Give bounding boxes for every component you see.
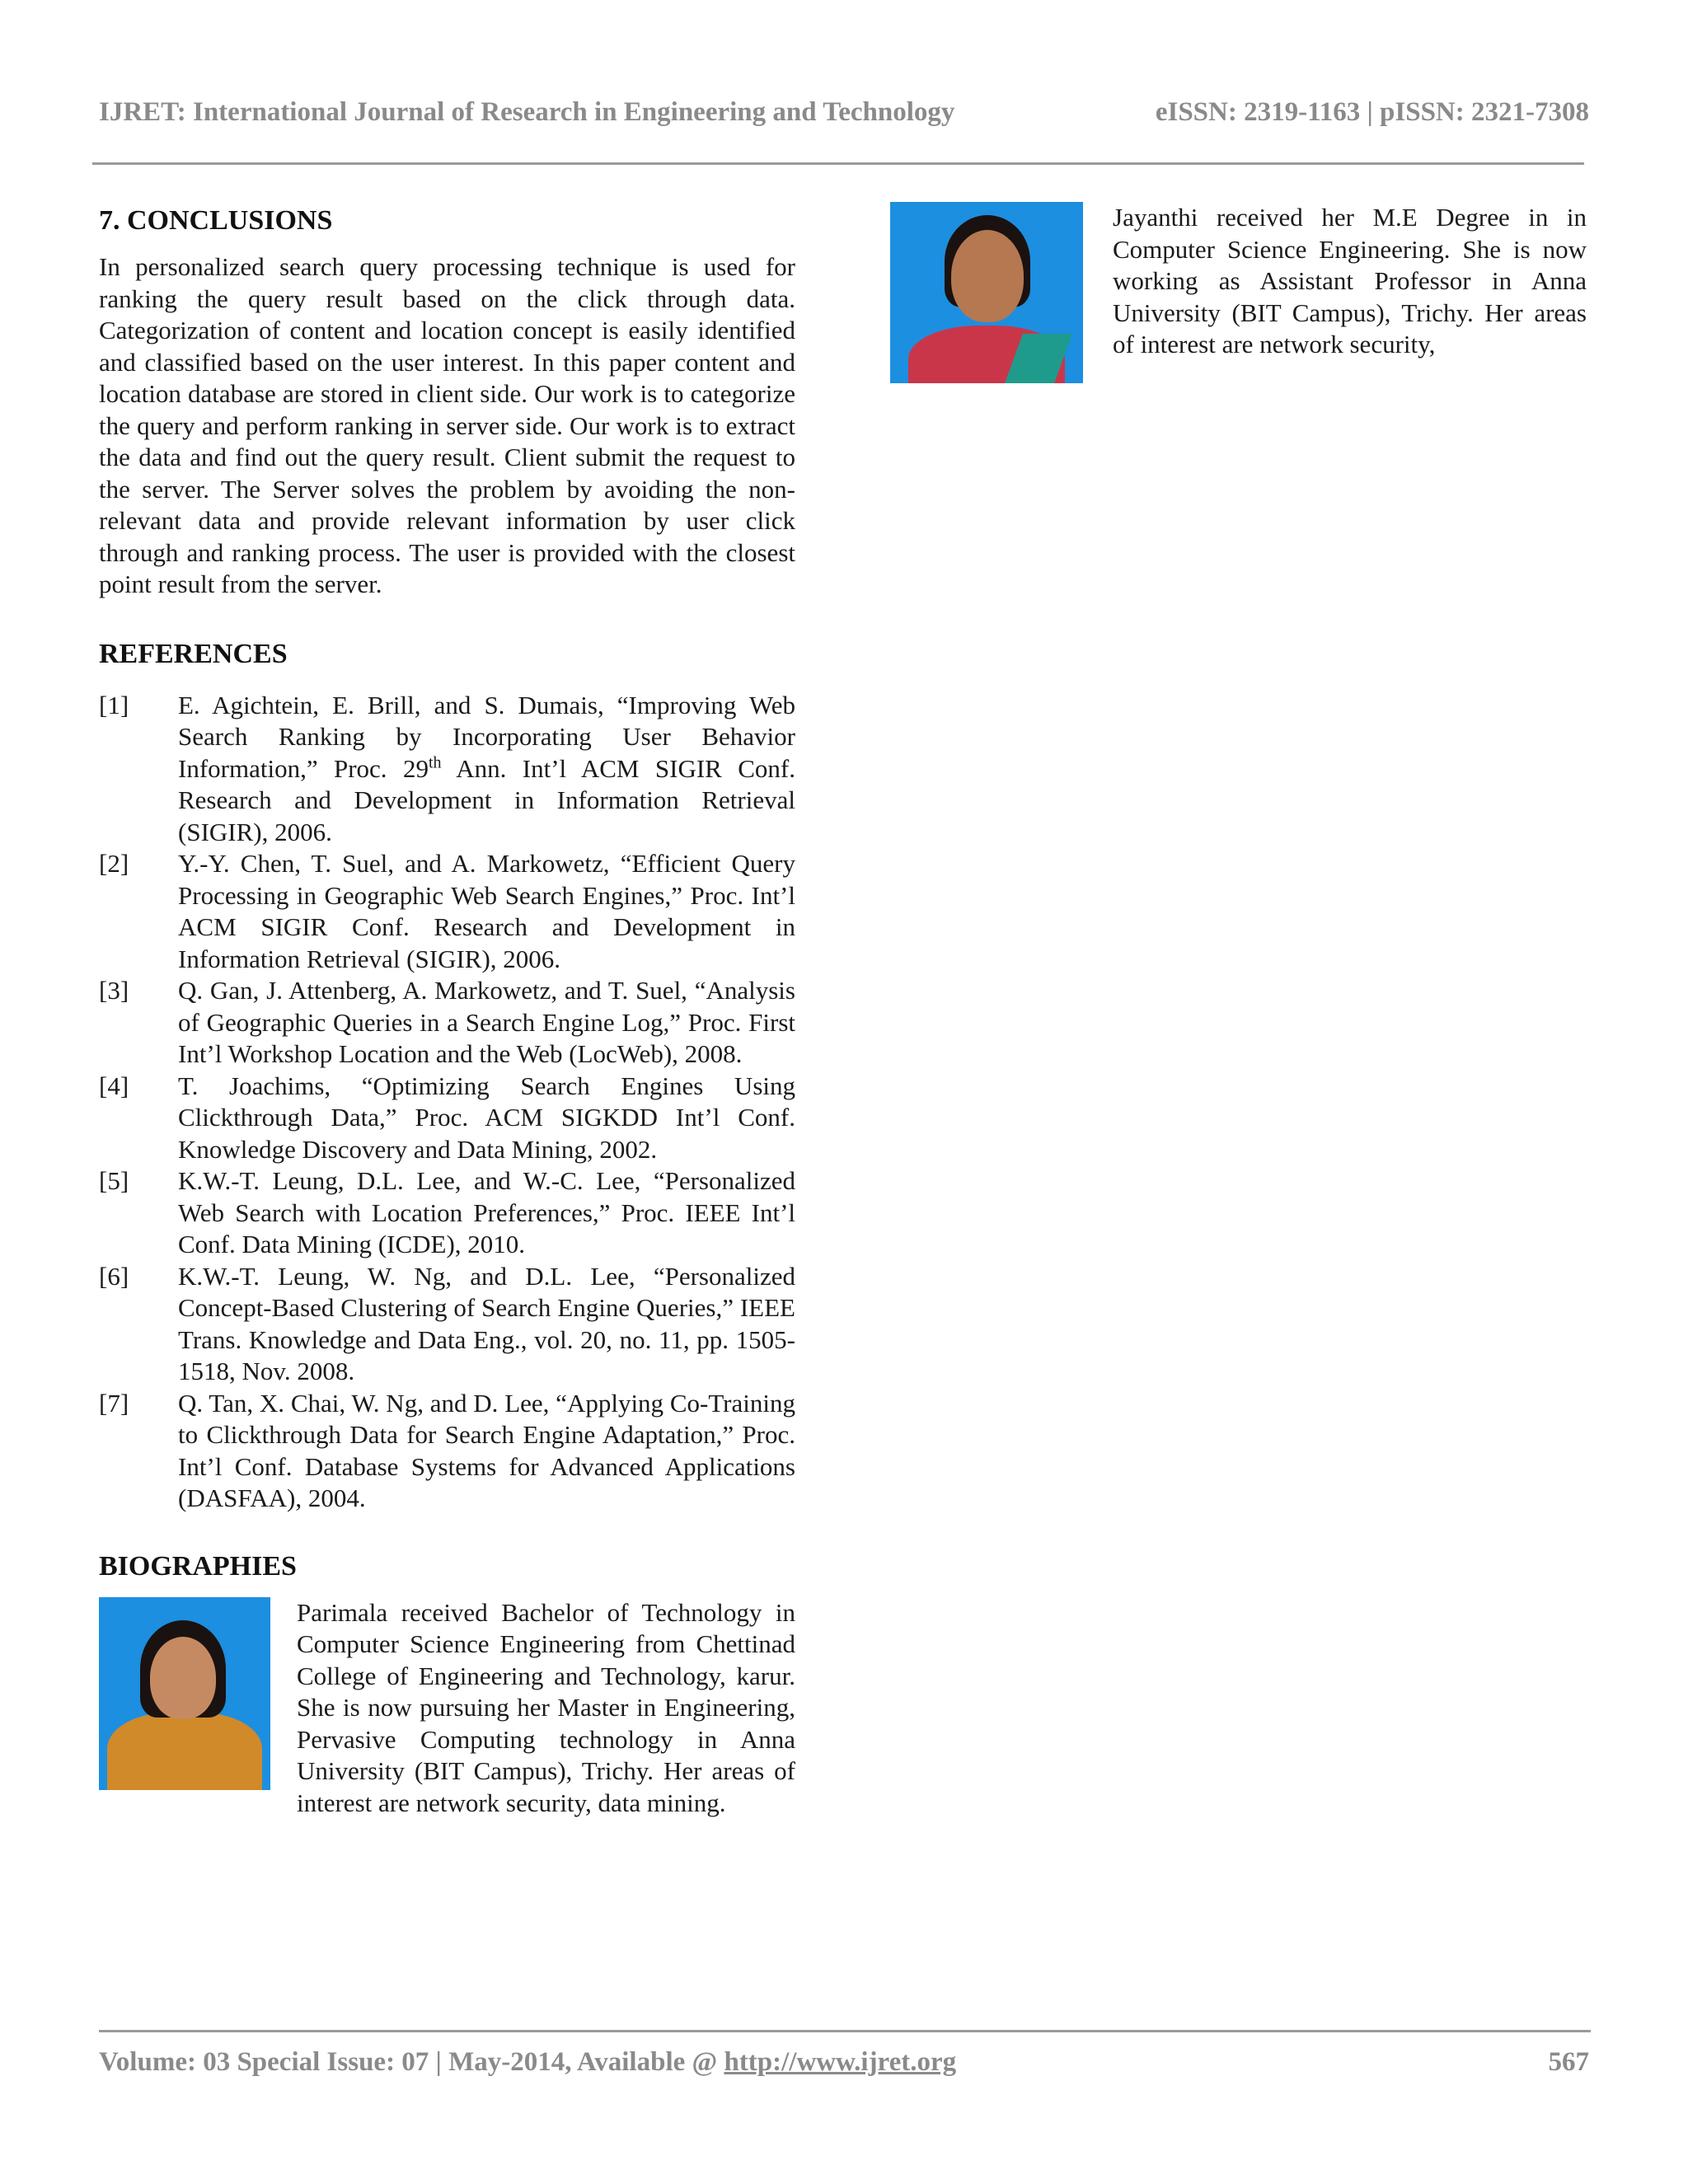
reference-text: Q. Gan, J. Attenberg, A. Markowetz, and T. Suel, “Analysis of Geographic Queries in a Search Engine Log,” Proc. First Int’l Workshop Location and the Web (LocWeb), 2008. (178, 976, 795, 1068)
reference-text: T. Joachims, “Optimizing Search Engines Using Clickthrough Data,” Proc. ACM SIGKDD Int’l Conf. Knowledge Discovery and Data Mining, 2002. (178, 1071, 795, 1164)
photo-face (150, 1637, 216, 1719)
journal-link[interactable]: http://www.ijret.org (724, 2047, 957, 2077)
reference-text: K.W.-T. Leung, D.L. Lee, and W.-C. Lee, “Personalized Web Search with Location Preferences,” Proc. IEEE Int’l Conf. Data Mining (ICDE), 2010. (178, 1166, 795, 1258)
reference-list (99, 690, 795, 1515)
reference-item (99, 1165, 795, 1261)
reference-item (99, 975, 795, 1071)
reference-text: Y.-Y. Chen, T. Suel, and A. Markowetz, “Efficient Query Processing in Geographic Web Search Engines,” Proc. Int’l ACM SIGIR Conf. Research and Development in Information Retrieval (SIGIR), 2006. (178, 849, 795, 973)
page-header (99, 97, 1589, 138)
reference-number: [4] (99, 1071, 129, 1100)
reference-text: Q. Tan, X. Chai, W. Ng, and D. Lee, “Applying Co-Training to Clickthrough Data for Search Engine Adaptation,” Proc. Int’l Conf. Database Systems for Advanced Applications (DASFAA), 2004. (178, 1388, 795, 1512)
reference-item (99, 848, 795, 975)
reference-item (99, 1261, 795, 1388)
photo-clothing (107, 1713, 262, 1790)
jayanthi-biography (890, 202, 1587, 361)
footer-volume: Volume: 03 Special Issue: 07 | May-2014, Available @ http://www.ijret.org (99, 2047, 957, 2077)
biographies-heading: BIOGRAPHIES (99, 1550, 297, 1582)
left-column (99, 202, 795, 1819)
journal-title: IJRET: International Journal of Research in Engineering and Technology (99, 97, 955, 127)
reference-number: [1] (99, 690, 129, 719)
reference-text: E. Agichtein, E. Brill, and S. Dumais, “Improving Web Search Ranking by Incorporating User Behavior Information,” Proc. 29th Ann. Int’l ACM SIGIR Conf. Research and Development in Information Retrieval (SIGIR), 2006. (178, 690, 795, 846)
parimala-biography (99, 1597, 795, 1820)
page-number: 567 (1548, 2047, 1589, 2077)
conclusions-body: In personalized search query processing technique is used for ranking the query result based on the click through data. Categorization of content and location concept is easily identified and classified based on the user interest. In this paper content and location database are stored in client side. Our work is to categorize the query and perform ranking in server side. Our work is to extract the data and find out the query result. Client submit the request to the server. The Server solves the problem by avoiding the non-relevant data and provide relevant information by user click through and ranking process. The user is provided with the closest point result from the server. (99, 252, 795, 598)
reference-item (99, 1388, 795, 1515)
reference-number: [5] (99, 1166, 129, 1195)
jayanthi-bio-text: Jayanthi received her M.E Degree in in Computer Science Engineering. She is now working as Assistant Professor in Anna University (BIT Campus), Trichy. Her areas of interest are network security, (1113, 203, 1587, 359)
reference-number: [3] (99, 976, 129, 1005)
reference-number: [7] (99, 1388, 129, 1418)
reference-item (99, 690, 795, 849)
references-heading: REFERENCES (99, 638, 288, 669)
parimala-photo (99, 1597, 270, 1790)
reference-item (99, 1071, 795, 1166)
photo-face (951, 230, 1024, 322)
right-column (890, 202, 1587, 387)
parimala-bio-text: Parimala received Bachelor of Technology in Computer Science Engineering from Chettinad College of Engineering and Technology, karur. She is now pursuing her Master in Engineering, Pervasive Computing technology in Anna University (BIT Campus), Trichy. Her areas of interest are network security, data mining. (297, 1597, 795, 1817)
reference-number: [6] (99, 1261, 129, 1291)
conclusions-heading: 7. CONCLUSIONS (99, 205, 333, 236)
reference-number: [2] (99, 849, 129, 878)
header-rule (92, 162, 1584, 165)
reference-text: K.W.-T. Leung, W. Ng, and D.L. Lee, “Personalized Concept-Based Clustering of Search Engine Queries,” IEEE Trans. Knowledge and Data Eng., vol. 20, no. 11, pp. 1505-1518, Nov. 2008. (178, 1261, 795, 1385)
footer-rule (99, 2030, 1591, 2032)
jayanthi-photo (890, 202, 1083, 383)
issn-label: eISSN: 2319-1163 | pISSN: 2321-7308 (1155, 97, 1589, 127)
